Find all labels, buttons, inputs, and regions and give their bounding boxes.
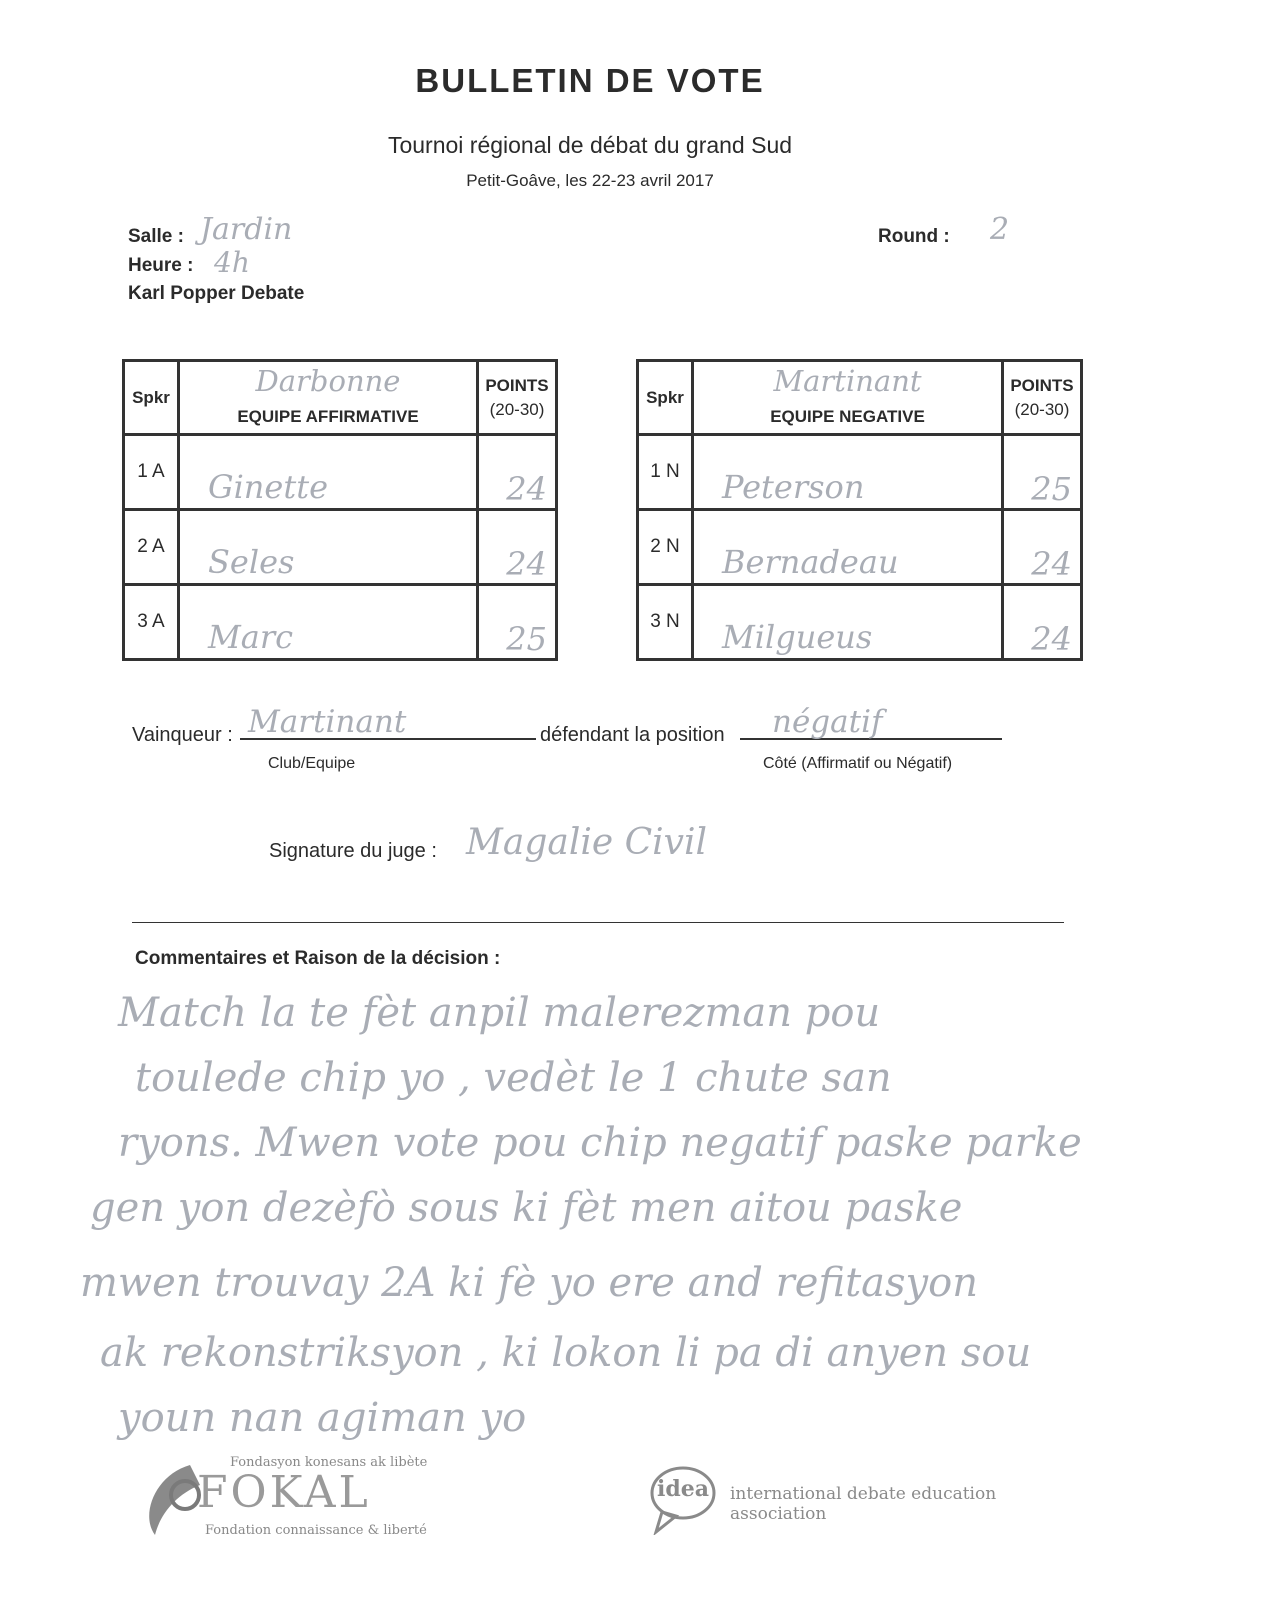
speaker-name: Marc (208, 618, 294, 656)
fokal-tagline-top: Fondasyon konesans ak libète (230, 1455, 428, 1470)
table-row (124, 435, 557, 510)
points-label: POINTS (1010, 375, 1074, 395)
comment-line: gen yon dezèfò sous ki fèt men aitou paske (90, 1185, 963, 1231)
team-name: Darbonne (255, 364, 401, 398)
fokal-tagline-bottom: Fondation connaissance & liberté (205, 1523, 427, 1538)
tournament-date: Petit-Goâve, les 22-23 avril 2017 (466, 171, 714, 190)
speaker-points: 25 (506, 620, 547, 658)
speaker-name: Bernadeau (722, 543, 899, 581)
speaker-points: 24 (1031, 545, 1072, 583)
speaker-id: 3 N (638, 585, 693, 660)
position-caption: Côté (Affirmatif ou Négatif) (763, 755, 953, 772)
team-header (179, 361, 478, 435)
speaker-name-cell (179, 585, 478, 660)
table-row (638, 435, 1082, 510)
speaker-points: 24 (506, 545, 547, 583)
points-range: (20-30) (1014, 399, 1070, 419)
speaker-name: Seles (208, 543, 295, 581)
speaker-points: 24 (1031, 620, 1072, 658)
team-name: Martinant (773, 364, 922, 398)
divider (132, 922, 1064, 923)
speaker-points-cell (1003, 585, 1082, 660)
table-row (124, 510, 557, 585)
comment-line: ryons. Mwen vote pou chip negatif paske parke (118, 1120, 1082, 1166)
points-label: POINTS (485, 375, 549, 395)
table-row (638, 510, 1082, 585)
speaker-name: Peterson (722, 468, 865, 506)
speaker-id: 3 A (124, 585, 179, 660)
fokal-logo (135, 1455, 515, 1545)
speaker-id: 1 A (124, 435, 179, 510)
speaker-id: 1 N (638, 435, 693, 510)
points-header (478, 361, 557, 435)
comment-line: ak rekonstriksyon , ki lokon li pa di anyen sou (100, 1330, 1032, 1376)
fokal-name: FOKAL (197, 1467, 371, 1518)
speaker-points: 25 (1031, 470, 1072, 508)
comments-label: Commentaires et Raison de la décision : (135, 948, 501, 969)
salle-value: Jardin (200, 212, 293, 247)
salle-label: Salle : (128, 226, 184, 247)
speaker-id: 2 A (124, 510, 179, 585)
idea-logo (650, 1460, 1090, 1535)
signature-label: Signature du juge : (269, 840, 437, 862)
speaker-name-cell (179, 510, 478, 585)
speaker-points-cell (478, 435, 557, 510)
comment-line: youn nan agiman yo (118, 1395, 527, 1441)
team-label: EQUIPE AFFIRMATIVE (237, 407, 419, 426)
comment-line: mwen trouvay 2A ki fè yo ere and refitasyon (80, 1260, 978, 1306)
winner-value: Martinant (248, 704, 407, 740)
table-row (638, 585, 1082, 660)
idea-name: international debate education association (730, 1484, 997, 1524)
page-title: BULLETIN DE VOTE (415, 62, 765, 99)
affirmative-table (122, 359, 558, 661)
tournament-name: Tournoi régional de débat du grand Sud (387, 132, 793, 158)
negative-table (636, 359, 1083, 661)
speaker-points-cell (478, 510, 557, 585)
speaker-id: 2 N (638, 510, 693, 585)
speaker-name-cell (179, 435, 478, 510)
speaker-name: Ginette (208, 468, 328, 506)
spkr-header: Spkr (124, 361, 179, 435)
speaker-points-cell (478, 585, 557, 660)
idea-badge: idea (657, 1476, 709, 1502)
team-label: EQUIPE NEGATIVE (770, 407, 925, 426)
debate-format: Karl Popper Debate (128, 283, 305, 304)
position-value: négatif (772, 704, 883, 740)
table-row (124, 585, 557, 660)
winner-caption: Club/Equipe (268, 755, 356, 772)
points-range: (20-30) (489, 399, 545, 419)
speaker-points-cell (1003, 510, 1082, 585)
speaker-name-cell (693, 585, 1003, 660)
speaker-points-cell (1003, 435, 1082, 510)
comment-line: toulede chip yo , vedèt le 1 chute san (135, 1055, 892, 1101)
speaker-name-cell (693, 435, 1003, 510)
spkr-header: Spkr (638, 361, 693, 435)
position-label: défendant la position (540, 724, 725, 746)
round-label: Round : (878, 226, 950, 247)
signature-value: Magalie Civil (466, 822, 708, 863)
comment-line: Match la te fèt anpil malerezman pou (118, 990, 881, 1036)
speaker-name-cell (693, 510, 1003, 585)
round-value: 2 (990, 212, 1010, 247)
heure-value: 4h (214, 246, 250, 279)
heure-label: Heure : (128, 255, 194, 276)
speaker-name: Milgueus (722, 618, 873, 656)
speaker-points: 24 (506, 470, 547, 508)
team-header (693, 361, 1003, 435)
winner-label: Vainqueur : (132, 724, 233, 746)
points-header (1003, 361, 1082, 435)
